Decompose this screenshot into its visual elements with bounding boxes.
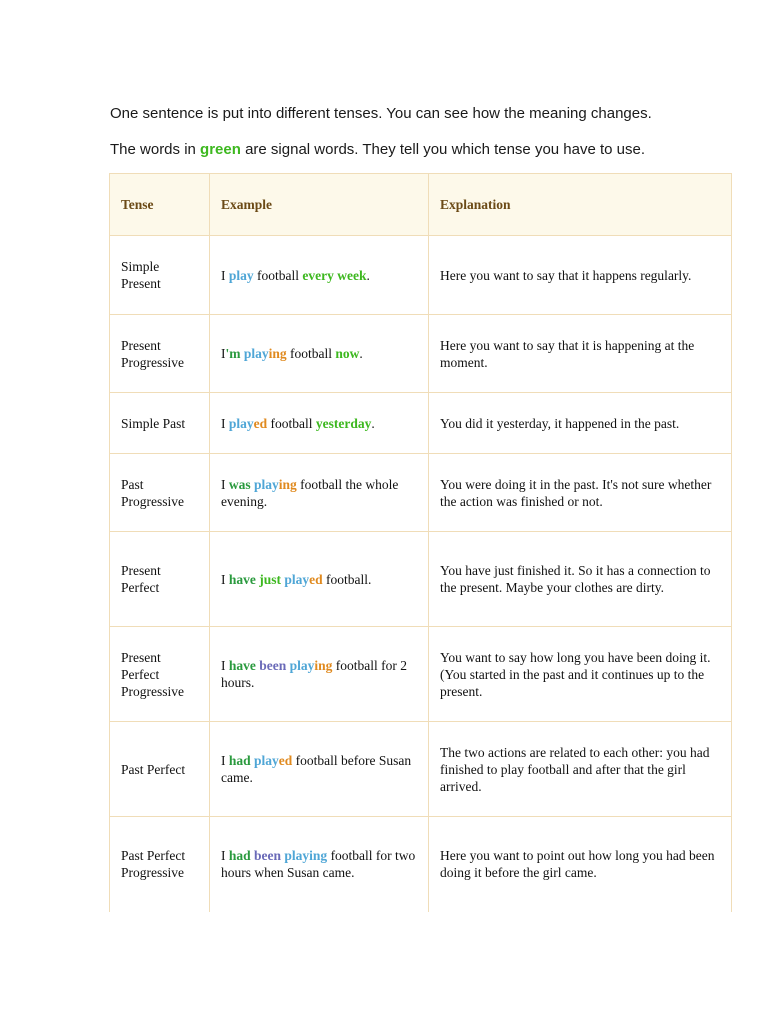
example-text: I xyxy=(221,753,229,768)
example-orange-word: ed xyxy=(253,415,268,431)
example-green-word: have xyxy=(228,658,256,673)
example-cell xyxy=(210,454,429,532)
example-orange-word: ed xyxy=(278,753,293,768)
example-text: football before Susan came. xyxy=(221,753,412,785)
table-row xyxy=(110,722,732,817)
example-text: football. xyxy=(322,571,372,587)
example-text: I xyxy=(221,848,229,864)
example-green-word: 'm xyxy=(225,346,241,361)
example-text: . xyxy=(371,415,375,431)
explanation-cell: You were doing it in the past. It's not sure whether the action was finished or not. xyxy=(429,454,732,532)
tense-cell: Present Progressive xyxy=(110,315,210,393)
explanation-cell: You did it yesterday, it happened in the past. xyxy=(429,393,732,454)
example-text: I xyxy=(221,267,229,283)
table-row xyxy=(110,532,732,627)
example-purple-word: been xyxy=(254,848,282,864)
example-orange-word: ed xyxy=(309,571,323,587)
example-signal-word: yesterday xyxy=(315,415,372,431)
example-cell xyxy=(210,722,429,817)
explanation-cell: The two actions are related to each other: you had finished to play football and after that the girl arrived. xyxy=(429,722,732,817)
explanation-cell: You want to say how long you have been doing it. (You started in the past and it continues up to the present. xyxy=(429,627,732,722)
example-cell xyxy=(210,532,429,627)
example-green-word: was xyxy=(228,476,251,492)
intro-line-2-pre: The words in xyxy=(110,141,201,158)
example-green-word: have xyxy=(228,571,256,587)
example-blue-word: play xyxy=(228,267,254,283)
example-text: I xyxy=(221,476,229,492)
example-text: I xyxy=(221,571,229,587)
example-text: football xyxy=(253,267,303,283)
tense-cell: Past Progressive xyxy=(110,454,210,532)
example-text: football xyxy=(267,415,316,431)
example-cell xyxy=(210,393,429,454)
explanation-cell: Here you want to point out how long you had been doing it before the girl came. xyxy=(429,817,732,912)
table-row xyxy=(110,393,732,454)
example-blue-word: play xyxy=(228,415,254,431)
example-cell xyxy=(210,817,429,912)
example-text: football for two hours when Susan came. xyxy=(221,848,416,881)
header-tense: Tense xyxy=(110,174,210,236)
table-row xyxy=(110,236,732,315)
example-signal-word: just xyxy=(259,571,282,587)
example-green-word: had xyxy=(228,753,251,768)
explanation-cell: You have just finished it. So it has a connection to the present. Maybe your clothes are dirty. xyxy=(429,532,732,627)
tense-cell: Simple Present xyxy=(110,236,210,315)
header-explanation: Explanation xyxy=(429,174,732,236)
example-orange-word: ing xyxy=(278,476,297,492)
example-text: . xyxy=(359,346,363,361)
example-text: football the whole evening. xyxy=(221,476,399,509)
table-row xyxy=(110,315,732,393)
explanation-cell: Here you want to say that it happens regularly. xyxy=(429,236,732,315)
table-row xyxy=(110,627,732,722)
intro-line-2-post: are signal words. They tell you which tense you have to use. xyxy=(240,141,646,158)
header-example: Example xyxy=(210,174,429,236)
table-header-row xyxy=(110,174,732,236)
example-text: I xyxy=(221,658,229,673)
tense-cell: Past Perfect xyxy=(110,722,210,817)
example-blue-word: play xyxy=(289,658,315,673)
example-green-word: had xyxy=(228,848,251,864)
intro-line-2 xyxy=(110,141,645,158)
example-signal-word: now xyxy=(335,346,360,361)
tense-cell: Simple Past xyxy=(110,393,210,454)
example-orange-word: ing xyxy=(268,346,287,361)
table-row xyxy=(110,454,732,532)
tenses-table xyxy=(109,173,732,912)
example-text: football xyxy=(286,346,336,361)
example-text: . xyxy=(366,267,370,283)
intro-green-word: green xyxy=(200,141,241,158)
example-text: I xyxy=(221,415,229,431)
example-text: I xyxy=(221,346,226,361)
table-row xyxy=(110,817,732,912)
example-text: football for 2 hours. xyxy=(221,658,408,690)
example-blue-word: playing xyxy=(284,848,328,864)
tense-cell: Present Perfect Progressive xyxy=(110,627,210,722)
explanation-cell: Here you want to say that it is happening at the moment. xyxy=(429,315,732,393)
example-purple-word: been xyxy=(259,658,287,673)
example-signal-word: every week xyxy=(302,267,367,283)
example-blue-word: play xyxy=(284,571,310,587)
example-blue-word: play xyxy=(254,476,279,492)
example-orange-word: ing xyxy=(314,658,333,673)
intro-line-1: One sentence is put into different tenses. You can see how the meaning changes. xyxy=(110,105,652,122)
example-cell xyxy=(210,315,429,393)
example-blue-word: play xyxy=(243,346,269,361)
table-body xyxy=(110,236,732,912)
example-cell xyxy=(210,236,429,315)
example-blue-word: play xyxy=(254,753,279,768)
tense-cell: Present Perfect xyxy=(110,532,210,627)
tense-cell: Past Perfect Progressive xyxy=(110,817,210,912)
example-cell xyxy=(210,627,429,722)
